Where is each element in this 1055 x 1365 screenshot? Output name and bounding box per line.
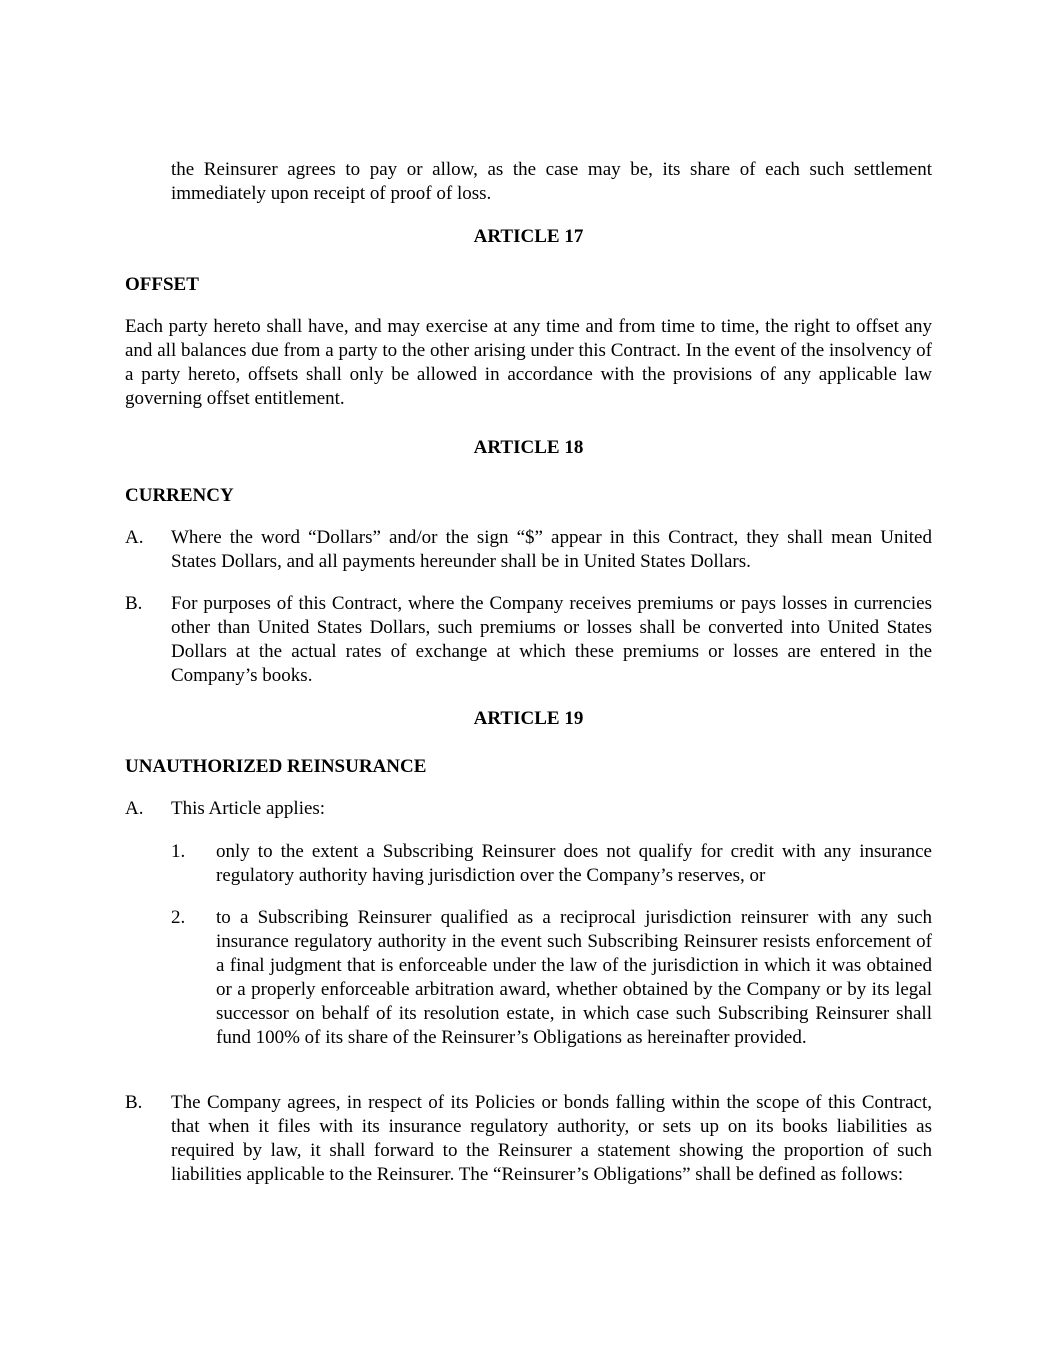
article-19-subitem-1-text: only to the extent a Subscribing Reinsurer does not qualify for credit with any insurance regulatory authority having jurisdiction over the Company’s reserves, or [216,841,932,886]
article-18-item-a-marker: A. [125,527,144,548]
article-19-subitem-2-marker: 2. [171,907,186,928]
article-17-title: OFFSET [125,274,199,295]
article-19-item-b-marker: B. [125,1092,143,1113]
article-19-title: UNAUTHORIZED REINSURANCE [125,756,427,777]
article-19-heading: ARTICLE 19 [473,708,584,729]
article-19-item-a-marker: A. [125,798,144,819]
article-19-subitem-1-marker: 1. [171,841,186,862]
article-18-item-b-text: For purposes of this Contract, where the Company receives premiums or pays losses in currencies other than United States Dollars, such premiums or losses shall be converted into United States Dollars at the actual rates of exchange at which these premiums or losses are entered in the Company’s books. [171,593,932,686]
article-17-body: Each party hereto shall have, and may exercise at any time and from time to time, the right to offset any and all balances due from a party to the other arising under this Contract. In the event of the insolvency of a party hereto, offsets shall only be allowed in accordance with the provisions of any applicable law governing offset entitlement. [125,316,932,409]
article-18-item-a-text: Where the word “Dollars” and/or the sign “$” appear in this Contract, they shall mean United States Dollars, and all payments hereunder shall be in United States Dollars. [171,527,932,572]
article-18-title: CURRENCY [125,485,234,506]
article-19-subitem-2-text: to a Subscribing Reinsurer qualified as a reciprocal jurisdiction reinsurer with any such insurance regulatory authority in the event such Subscribing Reinsurer resists enforcement of a final judgment that is enforceable under the law of the jurisdiction in which it was obtained or a properly enforceable arbitration award, whether obtained by the Company or by its legal successor on behalf of its resolution estate, in which case such Subscribing Reinsurer shall fund 100% of its share of the Reinsurer’s Obligations as hereinafter provided. [216,907,932,1048]
intro-paragraph: the Reinsurer agrees to pay or allow, as the case may be, its share of each such settlement immediately upon receipt of proof of loss. [171,159,932,204]
article-17-heading: ARTICLE 17 [473,226,584,247]
article-18-heading: ARTICLE 18 [473,437,584,458]
article-19-item-b-text: The Company agrees, in respect of its Policies or bonds falling within the scope of this Contract, that when it files with its insurance regulatory authority, or sets up on its books liabilities as required by law, it shall forward to the Reinsurer a statement showing the proportion of such liabilities applicable to the Reinsurer. The “Reinsurer’s Obligations” shall be defined as follows: [171,1092,932,1185]
article-18-item-b-marker: B. [125,593,143,614]
article-19-item-a-text: This Article applies: [171,798,326,819]
